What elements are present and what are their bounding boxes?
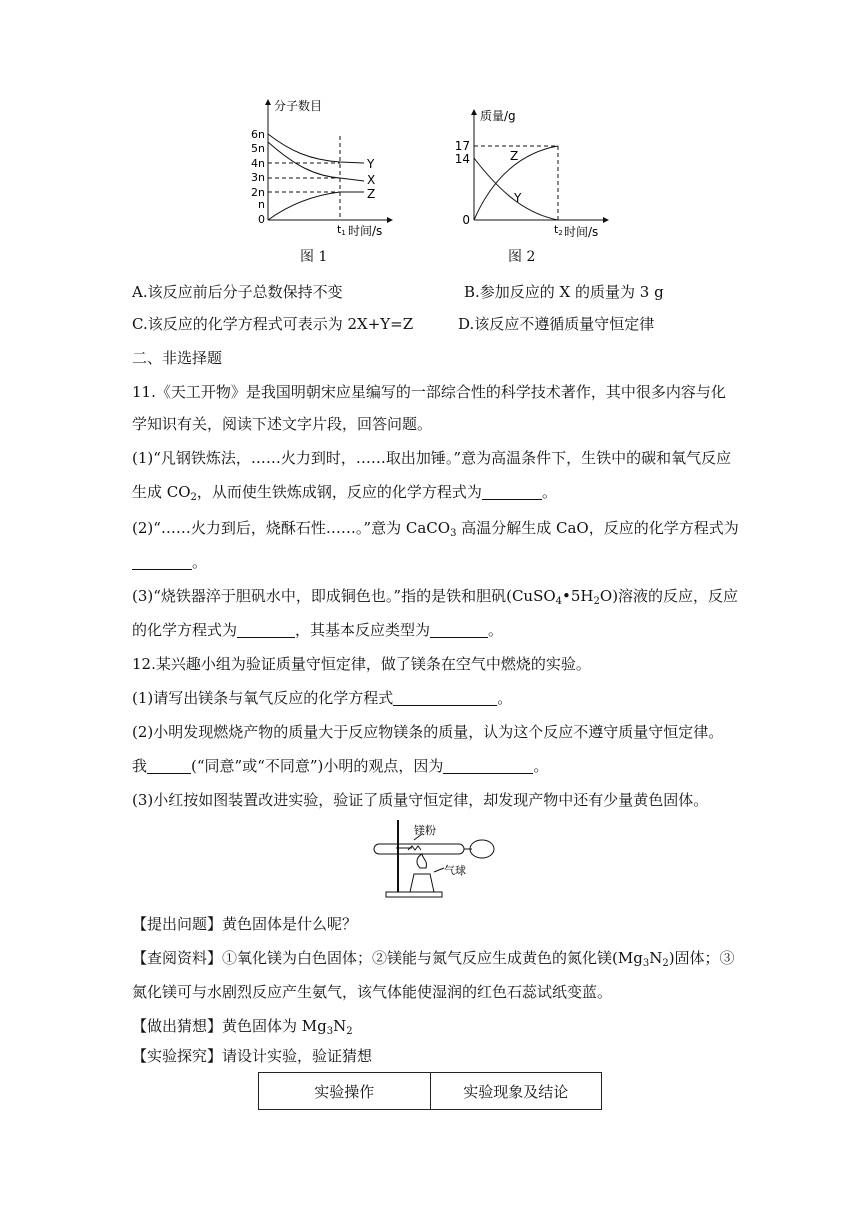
y-tick-0: 0 bbox=[258, 213, 265, 226]
figure-2-mass-chart bbox=[448, 106, 613, 246]
apparatus-diagram bbox=[368, 816, 498, 900]
x-tick-t2: t2 bbox=[554, 223, 563, 237]
y-tick-5n: 5n bbox=[251, 142, 265, 155]
balloon-icon bbox=[470, 840, 494, 858]
y-axis-label: 质量/g bbox=[480, 109, 516, 123]
answer-blank bbox=[430, 623, 488, 638]
answer-blank bbox=[132, 555, 192, 570]
q11-part1-line1: (1)“凡钢铁炼法，……火力到时，……取出加锤。”意为高温条件下，生铁中的碳和氧气反应 bbox=[132, 449, 732, 467]
curve-label-z: Z bbox=[367, 187, 376, 201]
option-c: C.该反应的化学方程式可表示为 2X+Y=Z bbox=[132, 315, 414, 333]
curve-x bbox=[268, 142, 364, 181]
option-a: A.该反应前后分子总数保持不变 bbox=[132, 283, 343, 301]
q12-explore: 【实验探究】请设计实验，验证猜想 bbox=[132, 1047, 373, 1065]
q12-part2-line2: 我 (“同意”或“不同意”)小明的观点，因为 。 bbox=[132, 757, 549, 775]
curve-z bbox=[268, 192, 364, 220]
figure-2-caption: 图 2 bbox=[508, 249, 536, 265]
test-tube bbox=[374, 844, 464, 854]
option-b: B.参加反应的 X 的质量为 3 g bbox=[464, 283, 664, 301]
q11-part3-line2: 的化学方程式为 ，其基本反应类型为 。 bbox=[132, 621, 504, 639]
y-tick-17: 17 bbox=[454, 139, 470, 153]
curve-label-x: X bbox=[367, 173, 376, 187]
apparatus-label-mg: 镁粉 bbox=[414, 824, 436, 837]
section-title: 二、非选择题 bbox=[132, 349, 223, 367]
q12-part2-line1: (2)小明发现燃烧产物的质量大于反应物镁条的质量，认为这个反应不遵守质量守恒定律。 bbox=[132, 723, 724, 741]
y-tick-3n: 3n bbox=[251, 171, 265, 184]
flame-icon bbox=[417, 854, 427, 868]
q12-part3: (3)小红按如图装置改进实验，验证了质量守恒定律，却发现产物中还有少量黄色固体。 bbox=[132, 791, 709, 809]
figure-1-caption: 图 1 bbox=[300, 249, 328, 265]
magnesium-powder bbox=[408, 846, 421, 850]
stand-base bbox=[386, 892, 442, 897]
q12-guess: 【做出猜想】黄色固体为 $Mg_3N_2$ bbox=[132, 1017, 353, 1037]
table-header-result: 实验现象及结论 bbox=[430, 1073, 602, 1110]
answer-blank bbox=[147, 759, 191, 774]
curve-y bbox=[474, 158, 558, 220]
q12-question: 【提出问题】黄色固体是什么呢？ bbox=[132, 915, 358, 933]
q11-intro-line1: 11.《天工开物》是我国明朝宋应星编写的一部综合性的科学技术著作，其中很多内容与化 bbox=[132, 383, 726, 401]
curve-label-z: Z bbox=[510, 149, 519, 163]
q12-info-line2: 氮化镁可与水剧烈反应产生氨气，该气体能使湿润的红色石蕊试纸变蓝。 bbox=[132, 983, 613, 1001]
y-tick-0: 0 bbox=[462, 213, 470, 227]
q11-part2-line2: 。 bbox=[132, 552, 207, 572]
q12-info-line1: 【查阅资料】①氧化镁为白色固体；②镁能与氮气反应生成黄色的氮化镁$(Mg_3N_2)$固体；③ bbox=[132, 949, 735, 969]
table-row bbox=[259, 1073, 602, 1110]
y-tick-2n: 2n bbox=[251, 186, 265, 199]
option-d: D.该反应不遵循质量守恒定律 bbox=[458, 315, 655, 333]
q11-part3-line1: (3)“烧铁器淬于胆矾水中，即成铜色也。”指的是铁和胆矾$(CuSO_4•5H_2O)$溶液的反应，反应 bbox=[132, 587, 739, 607]
y-axis-label: 分子数目 bbox=[274, 99, 323, 113]
figure-1-molecule-count-chart bbox=[240, 96, 400, 246]
table-header-operation: 实验操作 bbox=[259, 1073, 431, 1110]
alcohol-lamp bbox=[410, 874, 434, 892]
experiment-table bbox=[258, 1072, 602, 1110]
apparatus-label-balloon: 气球 bbox=[444, 864, 466, 877]
y-tick-n: n bbox=[258, 198, 265, 211]
x-axis-label: 时间/s bbox=[564, 225, 599, 239]
q11-part2-line1: (2)“……火力到后，烧酥石性……。”意为 CaCO$_3$ 高温分解生成 CaO，反应的化学方程式为 bbox=[132, 519, 739, 539]
q12-intro: 12.某兴趣小组为验证质量守恒定律，做了镁条在空气中燃烧的实验。 bbox=[132, 655, 591, 673]
answer-blank bbox=[393, 691, 497, 706]
q11-part1-line2: 生成 $CO_2$，从而使生铁炼成钢，反应的化学方程式为 。 bbox=[132, 483, 557, 503]
y-tick-4n: 4n bbox=[251, 157, 265, 170]
curve-label-y: Y bbox=[367, 157, 375, 171]
y-tick-6n: 6n bbox=[251, 128, 265, 141]
y-tick-14: 14 bbox=[454, 152, 470, 166]
curve-label-y: Y bbox=[514, 191, 522, 205]
answer-blank bbox=[443, 759, 533, 774]
curve-y bbox=[268, 134, 364, 163]
x-axis-label: 时间/s bbox=[348, 224, 383, 238]
answer-blank bbox=[237, 623, 295, 638]
answer-blank bbox=[482, 485, 542, 500]
q12-part1: (1)请写出镁条与氧气反应的化学方程式 。 bbox=[132, 689, 513, 707]
x-tick-t1: t1 bbox=[337, 223, 346, 237]
q11-intro-line2: 学知识有关，阅读下述文字片段，回答问题。 bbox=[132, 415, 433, 433]
